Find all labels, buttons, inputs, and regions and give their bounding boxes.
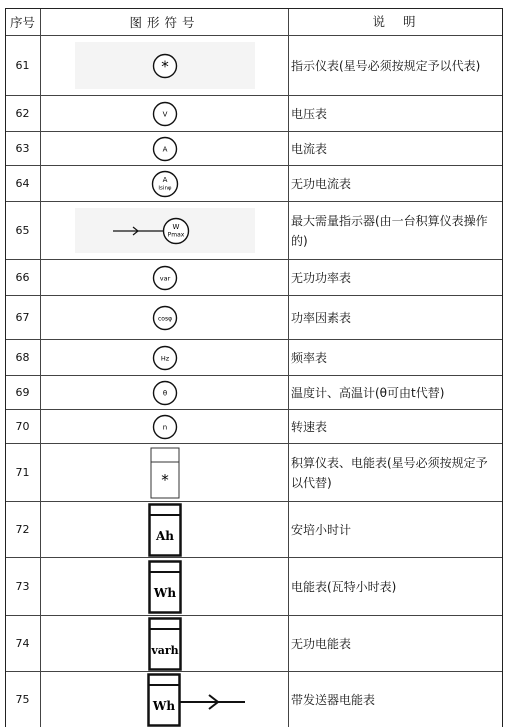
header-index: 序号 (5, 8, 41, 35)
symbol-text: Ah (155, 528, 174, 543)
symbol-text-bottom: Isinφ (157, 185, 172, 191)
row-index: 73 (5, 558, 41, 615)
row-index: 61 (5, 36, 41, 95)
table-row (5, 166, 503, 202)
table-row (5, 376, 503, 410)
row-symbol (41, 166, 289, 201)
row-symbol (41, 96, 289, 131)
row-description: 无功功率表 (291, 270, 352, 285)
meter-circle-icon (152, 53, 178, 79)
row-index: 62 (5, 96, 41, 131)
symbol-text: * (160, 57, 169, 75)
symbol-text: V (162, 110, 167, 118)
table-row (5, 202, 503, 260)
row-description: 频率表 (291, 350, 328, 365)
row-symbol (41, 672, 289, 727)
integrating-meter-icon (150, 447, 180, 499)
row-index: 66 (5, 260, 41, 295)
row-description: 积算仪表、电能表(星号必须按规定予以代替) (291, 455, 488, 490)
power-factor-meter-icon (152, 305, 178, 331)
symbol-text: varh (150, 643, 179, 657)
thermometer-icon (152, 380, 178, 406)
symbol-text: var (159, 274, 170, 282)
row-index: 68 (5, 340, 41, 375)
table-row (5, 260, 503, 296)
table-row (5, 340, 503, 376)
max-demand-indicator-icon (111, 216, 191, 246)
symbol-text: n (162, 423, 167, 431)
row-symbol (41, 616, 289, 671)
row-symbol (41, 502, 289, 557)
row-description: 转速表 (291, 419, 328, 434)
varmeter-icon (152, 265, 178, 291)
row-description: 电流表 (291, 141, 328, 156)
symbol-text: * (160, 470, 169, 489)
table-row (5, 296, 503, 340)
symbol-text: Hz (160, 354, 169, 362)
table-row (5, 132, 503, 166)
table-row (5, 502, 503, 558)
symbol-text-bottom: Pmax (167, 231, 184, 238)
symbol-text: A (162, 145, 167, 153)
row-description: 温度计、高温计(θ可由t代替) (291, 385, 445, 400)
symbol-text: θ (162, 389, 167, 397)
table-row (5, 558, 503, 616)
symbol-text: cosφ (157, 315, 172, 322)
row-index: 65 (5, 202, 41, 259)
row-symbol (41, 202, 289, 259)
table-row (5, 444, 503, 502)
row-description: 带发送器电能表 (291, 692, 376, 707)
row-index: 72 (5, 502, 41, 557)
row-symbol (41, 260, 289, 295)
voltmeter-icon (152, 101, 178, 127)
ammeter-icon (152, 136, 178, 162)
table-row (5, 410, 503, 444)
row-index: 70 (5, 410, 41, 443)
frequency-meter-icon (152, 345, 178, 371)
row-symbol (41, 296, 289, 339)
row-index: 63 (5, 132, 41, 165)
row-symbol (41, 132, 289, 165)
row-description: 无功电能表 (291, 636, 352, 651)
row-symbol (41, 444, 289, 501)
table-row (5, 616, 503, 672)
header-symbol: 图形符号 (41, 8, 289, 35)
table-header (5, 8, 503, 36)
ampere-hour-meter-icon (148, 503, 182, 557)
row-index: 69 (5, 376, 41, 409)
row-description: 电压表 (291, 106, 328, 121)
row-description: 指示仪表(星号必须按规定予以代表) (291, 58, 481, 73)
row-index: 75 (5, 672, 41, 727)
table-row (5, 36, 503, 96)
row-description: 无功电流表 (291, 176, 352, 191)
row-index: 74 (5, 616, 41, 671)
row-symbol (41, 376, 289, 409)
row-description: 功率因素表 (291, 310, 352, 325)
row-description: 最大需量指示器(由一台积算仪表操作的) (291, 213, 488, 248)
row-index: 71 (5, 444, 41, 501)
row-description: 电能表(瓦特小时表) (291, 579, 397, 594)
symbol-text: Wh (153, 585, 176, 600)
watt-hour-meter-icon (148, 560, 182, 614)
tachometer-icon (152, 414, 178, 440)
row-description: 安培小时计 (291, 522, 352, 537)
header-description: 说明 (372, 13, 434, 29)
row-symbol (41, 340, 289, 375)
row-index: 64 (5, 166, 41, 201)
row-symbol (41, 558, 289, 615)
symbol-text: Wh (152, 698, 175, 713)
table-row (5, 672, 503, 727)
row-index: 67 (5, 296, 41, 339)
watt-hour-meter-with-transmitter-icon (147, 673, 251, 727)
var-hour-meter-icon (148, 617, 182, 671)
row-symbol (41, 36, 289, 95)
symbol-text-top: A (162, 175, 167, 184)
row-symbol (41, 410, 289, 443)
symbol-text-top: W (172, 222, 179, 231)
reactive-current-meter-icon (151, 170, 179, 198)
table-row (5, 96, 503, 132)
